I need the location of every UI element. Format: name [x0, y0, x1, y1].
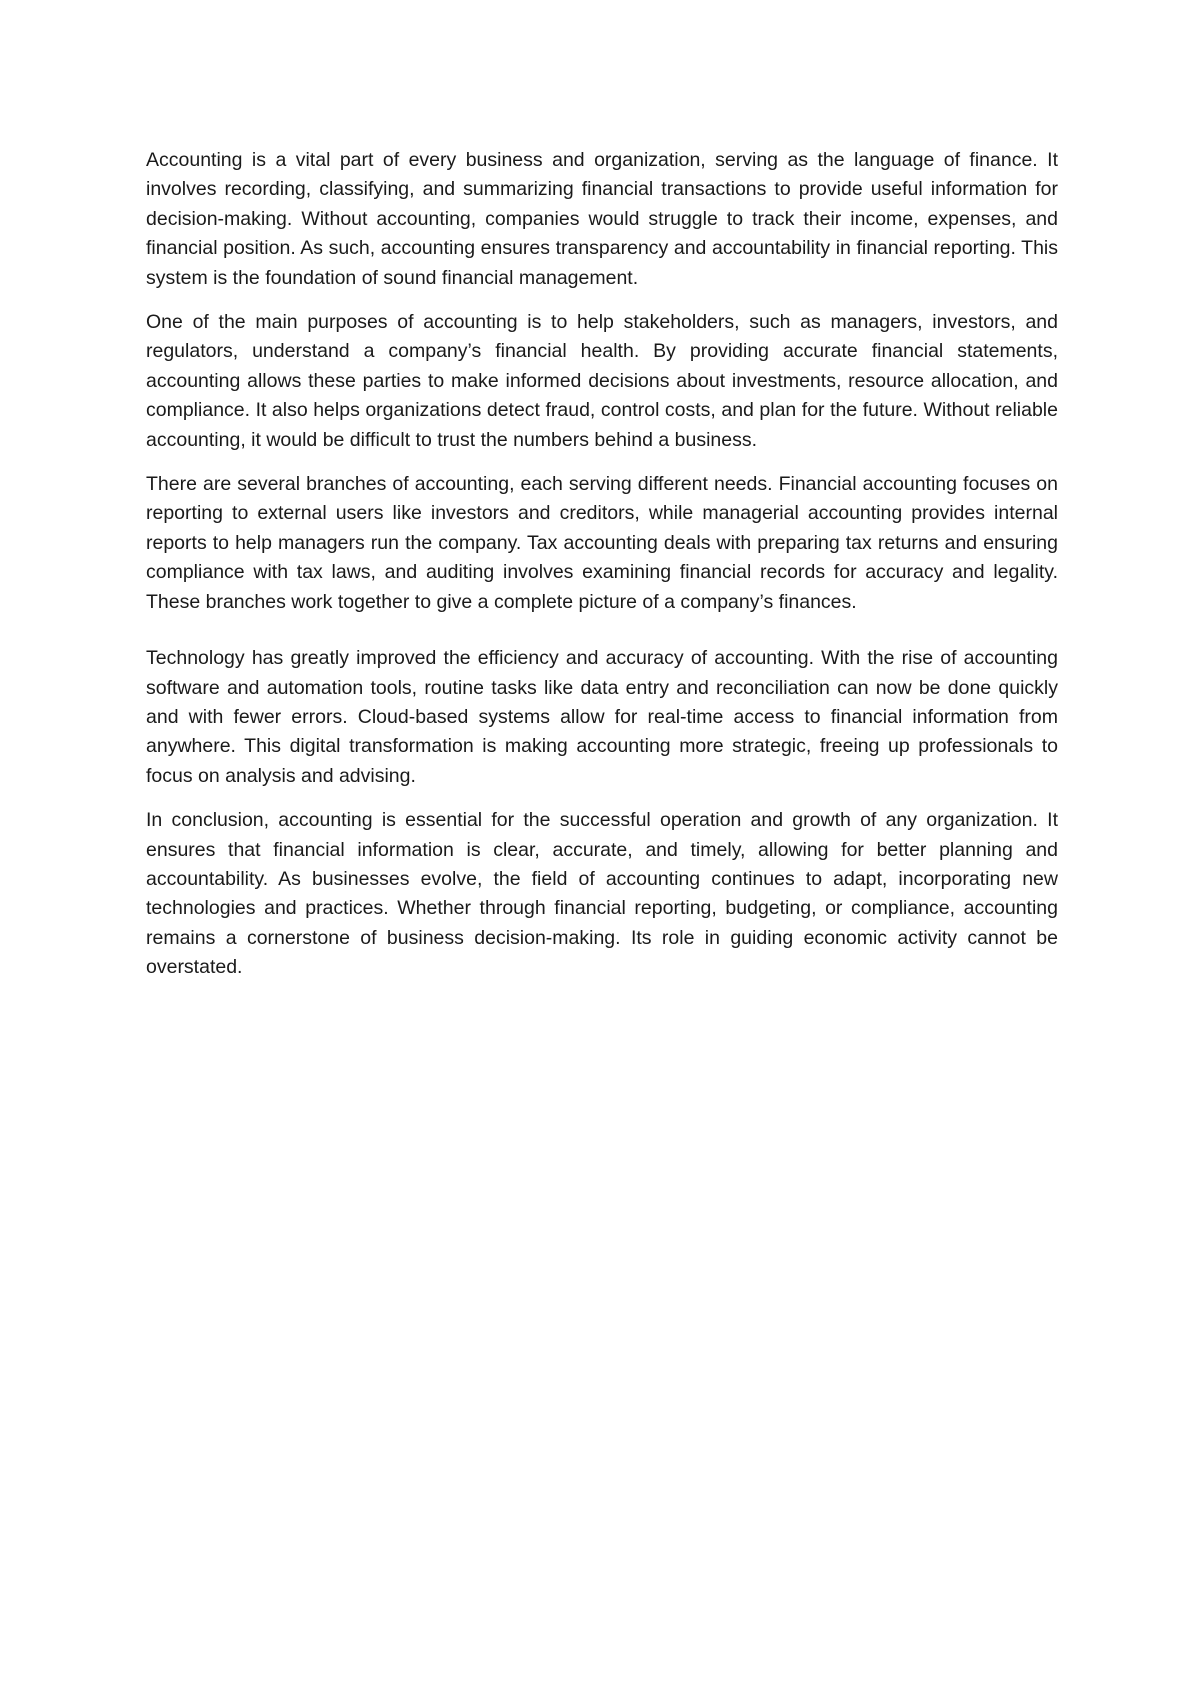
paragraph-technology: Technology has greatly improved the efficiency and accuracy of accounting. With the rise of accounting software and automation tools, routine tasks like data entry and reconciliation can now be done quickly and with fewer errors. Cloud-based systems allow for real-time access to financial information from anywhere. This digital transformation is making accounting more strategic, freeing up professionals to focus on analysis and advising.	[146, 647, 1058, 787]
document-body	[146, 146, 1058, 998]
paragraph-purposes: One of the main purposes of accounting is to help stakeholders, such as managers, investors, and regulators, understand a company’s financial health. By providing accurate financial statements, accounting allows these parties to make informed decisions about investments, resource allocation, and compliance. It also helps organizations detect fraud, control costs, and plan for the future. Without reliable accounting, it would be difficult to trust the numbers behind a business.	[146, 311, 1058, 451]
paragraph-conclusion: In conclusion, accounting is essential for the successful operation and growth of any organization. It ensures that financial information is clear, accurate, and timely, allowing for better planning and accountability. As businesses evolve, the field of accounting continues to adapt, incorporating new technologies and practices. Whether through financial reporting, budgeting, or compliance, accounting remains a cornerstone of business decision-making. Its role in guiding economic activity cannot be overstated.	[146, 809, 1058, 979]
paragraph-intro: Accounting is a vital part of every business and organization, serving as the language of finance. It involves recording, classifying, and summarizing financial transactions to provide useful information for decision-making. Without accounting, companies would struggle to track their income, expenses, and financial position. As such, accounting ensures transparency and accountability in financial reporting. This system is the foundation of sound financial management.	[146, 149, 1058, 289]
paragraph-branches: There are several branches of accounting, each serving different needs. Financial accounting focuses on reporting to external users like investors and creditors, while managerial accounting provides internal reports to help managers run the company. Tax accounting deals with preparing tax returns and ensuring compliance with tax laws, and auditing involves examining financial records for accuracy and legality. These branches work together to give a complete picture of a company’s finances.	[146, 473, 1058, 613]
